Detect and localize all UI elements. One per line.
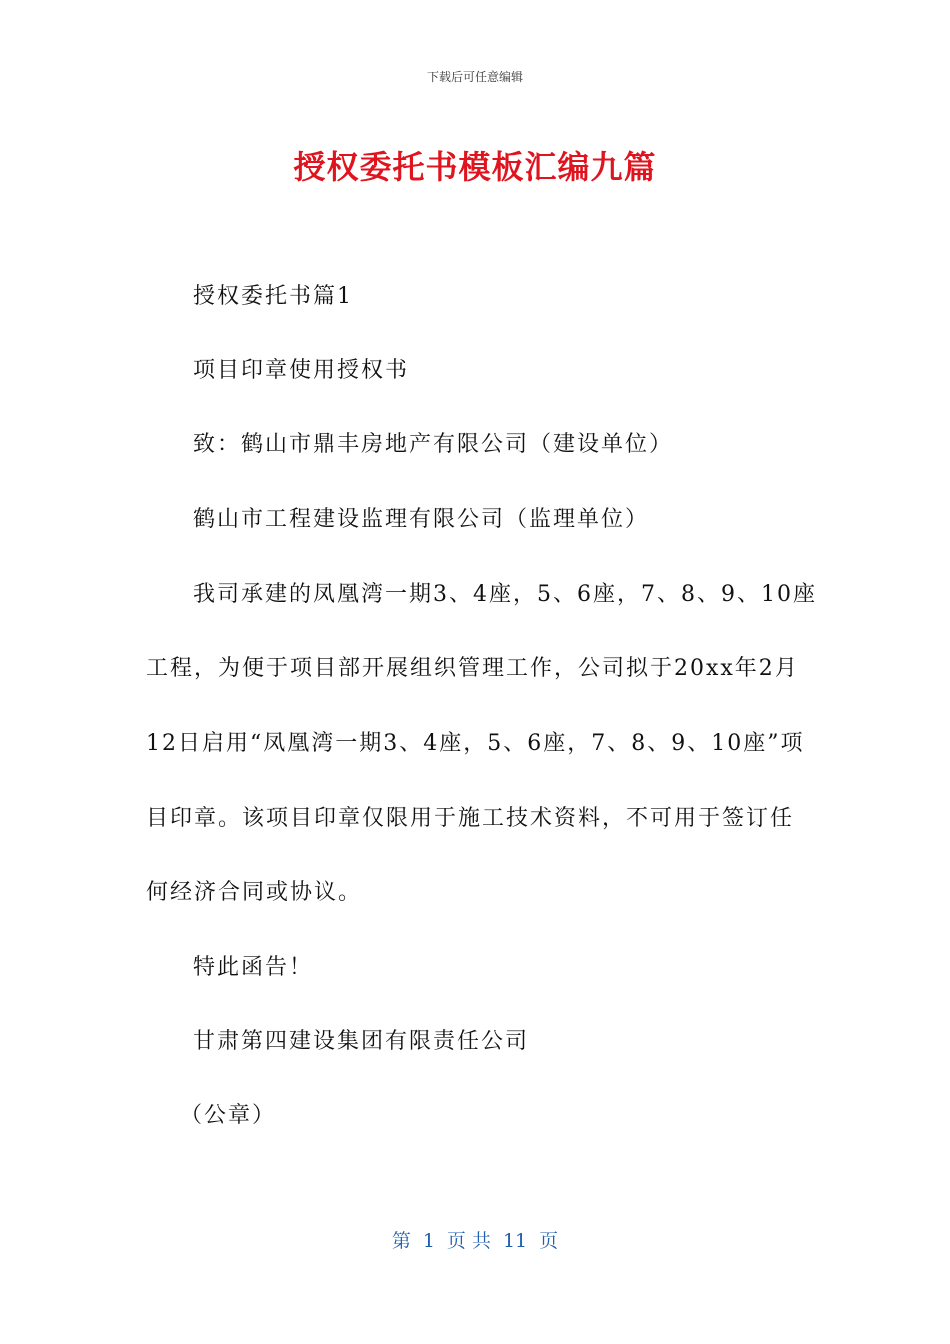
addressee-line-2: 鹤山市工程建设监理有限公司（监理单位） — [193, 507, 650, 532]
page-label-mid: 页 共 — [446, 1230, 491, 1252]
body-paragraph-line: 目印章。该项目印章仅限用于施工技术资料，不可用于签订任 — [146, 806, 795, 831]
seal-note: （公章） — [180, 1103, 277, 1128]
page-current: 1 — [422, 1230, 435, 1252]
closing-line: 特此函告！ — [193, 955, 314, 980]
body-paragraph-line: 12日启用“凤凰湾一期3、4座，5、6座，7、8、9、10座”项 — [146, 731, 805, 756]
page-label-prefix: 第 — [391, 1230, 411, 1252]
signatory-company: 甘肃第四建设集团有限责任公司 — [193, 1029, 530, 1054]
body-paragraph-line: 我司承建的凤凰湾一期3、4座，5、6座，7、8、9、10座 — [193, 582, 817, 607]
addressee-line: 致：鹤山市鼎丰房地产有限公司（建设单位） — [193, 432, 674, 457]
body-paragraph-line: 何经济合同或协议。 — [146, 880, 363, 905]
page-footer — [0, 1226, 950, 1253]
subtitle-line: 项目印章使用授权书 — [193, 358, 410, 383]
document-title: 授权委托书模板汇编九篇 — [293, 148, 657, 186]
body-paragraph-line: 工程，为便于项目部开展组织管理工作，公司拟于20xx年2月 — [146, 656, 799, 681]
page-total: 11 — [502, 1230, 528, 1252]
section-heading: 授权委托书篇1 — [193, 284, 353, 309]
header-note: 下载后可任意编辑 — [426, 70, 523, 84]
page-label-suffix: 页 — [539, 1230, 559, 1252]
